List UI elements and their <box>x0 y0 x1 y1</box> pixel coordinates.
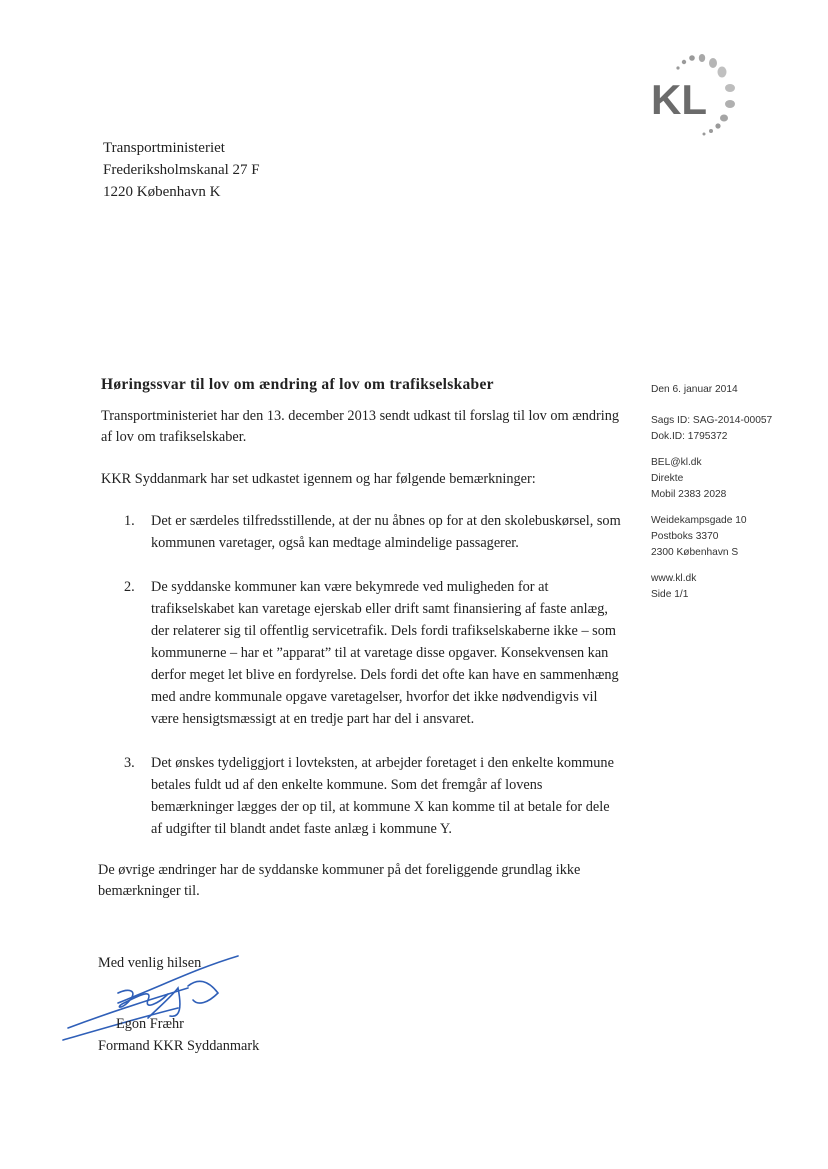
signer-title: Formand KKR Syddanmark <box>98 1038 260 1054</box>
recipient-line: Transportministeriet <box>103 140 225 156</box>
postbox: Postboks 3370 <box>651 531 719 542</box>
kl-logo-icon <box>648 50 748 142</box>
street-address: Weidekampsgade 10 <box>651 515 747 526</box>
remark-number: 1. <box>124 513 135 529</box>
remark-text: De syddanske kommuner kan være bekymrede ved muligheden for at trafikselskabet kan varetage ejerskab eller drift samt finansiering af faste anlæg, der relaterer sig til offentlig servicetrafik. Dels fordi trafikselskaberne ikke – som kommunerne – har et ”apparat” til at varetage disse opgaver. Konsekvensen kan derfor meget let blive en fordyrelse. Dels fordi det ofte kan have en sammenhæng med andre kommunale opgave varetagelser, hvorfor det ikke nødvendigvis vil være hensigtsmæssigt at en tredje part har del i ansvaret. <box>151 579 619 727</box>
sender-info <box>651 382 821 603</box>
letter-date: Den 6. januar 2014 <box>651 384 738 395</box>
signer-name: Egon Fræhr <box>116 1016 184 1032</box>
remark-item <box>124 510 621 554</box>
contact-email: BEL@kl.dk <box>651 457 702 468</box>
greeting: Med venlig hilsen <box>98 955 202 971</box>
remark-number: 2. <box>124 579 135 595</box>
intro-paragraph: Transportministeriet har den 13. december 2013 sendt udkast til forslag til lov om ændring af lov om trafikselskaber. <box>101 408 620 445</box>
closing-paragraph: De øvrige ændringer har de syddanske kommuner på det foreliggende grundlag ikke bemærkninger til. <box>98 862 581 899</box>
remark-text: Det er særdeles tilfredsstillende, at der nu åbnes op for at den skolebuskørsel, som kommunen varetager, også kan medtage almindelige passagerer. <box>151 513 621 551</box>
logo-text: KL <box>651 76 707 123</box>
remark-text: Det ønskes tydeliggjort i lovteksten, at arbejder foretaget i den enkelte kommune betales fuldt ud af den enkelte kommune. Som det fremgår af lovens bemærkninger lægges der op til, at kommune X kan komme til at betale for dele af udgifter til blandt andet faste anlæg i kommune Y. <box>151 755 614 837</box>
letter-subject: Høringssvar til lov om ændring af lov om trafikselskaber <box>101 376 494 393</box>
contact-direct: Direkte <box>651 473 684 484</box>
lead-paragraph: KKR Syddanmark har set udkastet igennem og har følgende bemærkninger: <box>101 471 536 487</box>
remark-number: 3. <box>124 755 135 771</box>
contact-mobile: Mobil 2383 2028 <box>651 489 727 500</box>
remark-item <box>124 752 621 840</box>
page-number: Side 1/1 <box>651 589 689 600</box>
website: www.kl.dk <box>651 573 697 584</box>
recipient-line: Frederiksholmskanal 27 F <box>103 162 260 178</box>
case-id: Sags ID: SAG-2014-00057 <box>651 415 773 426</box>
recipient-line: 1220 København K <box>103 184 221 200</box>
document-id: Dok.ID: 1795372 <box>651 431 728 442</box>
letter-body <box>98 376 621 902</box>
recipient-address <box>103 137 260 203</box>
postal-city: 2300 København S <box>651 547 739 558</box>
remark-item <box>124 576 621 730</box>
